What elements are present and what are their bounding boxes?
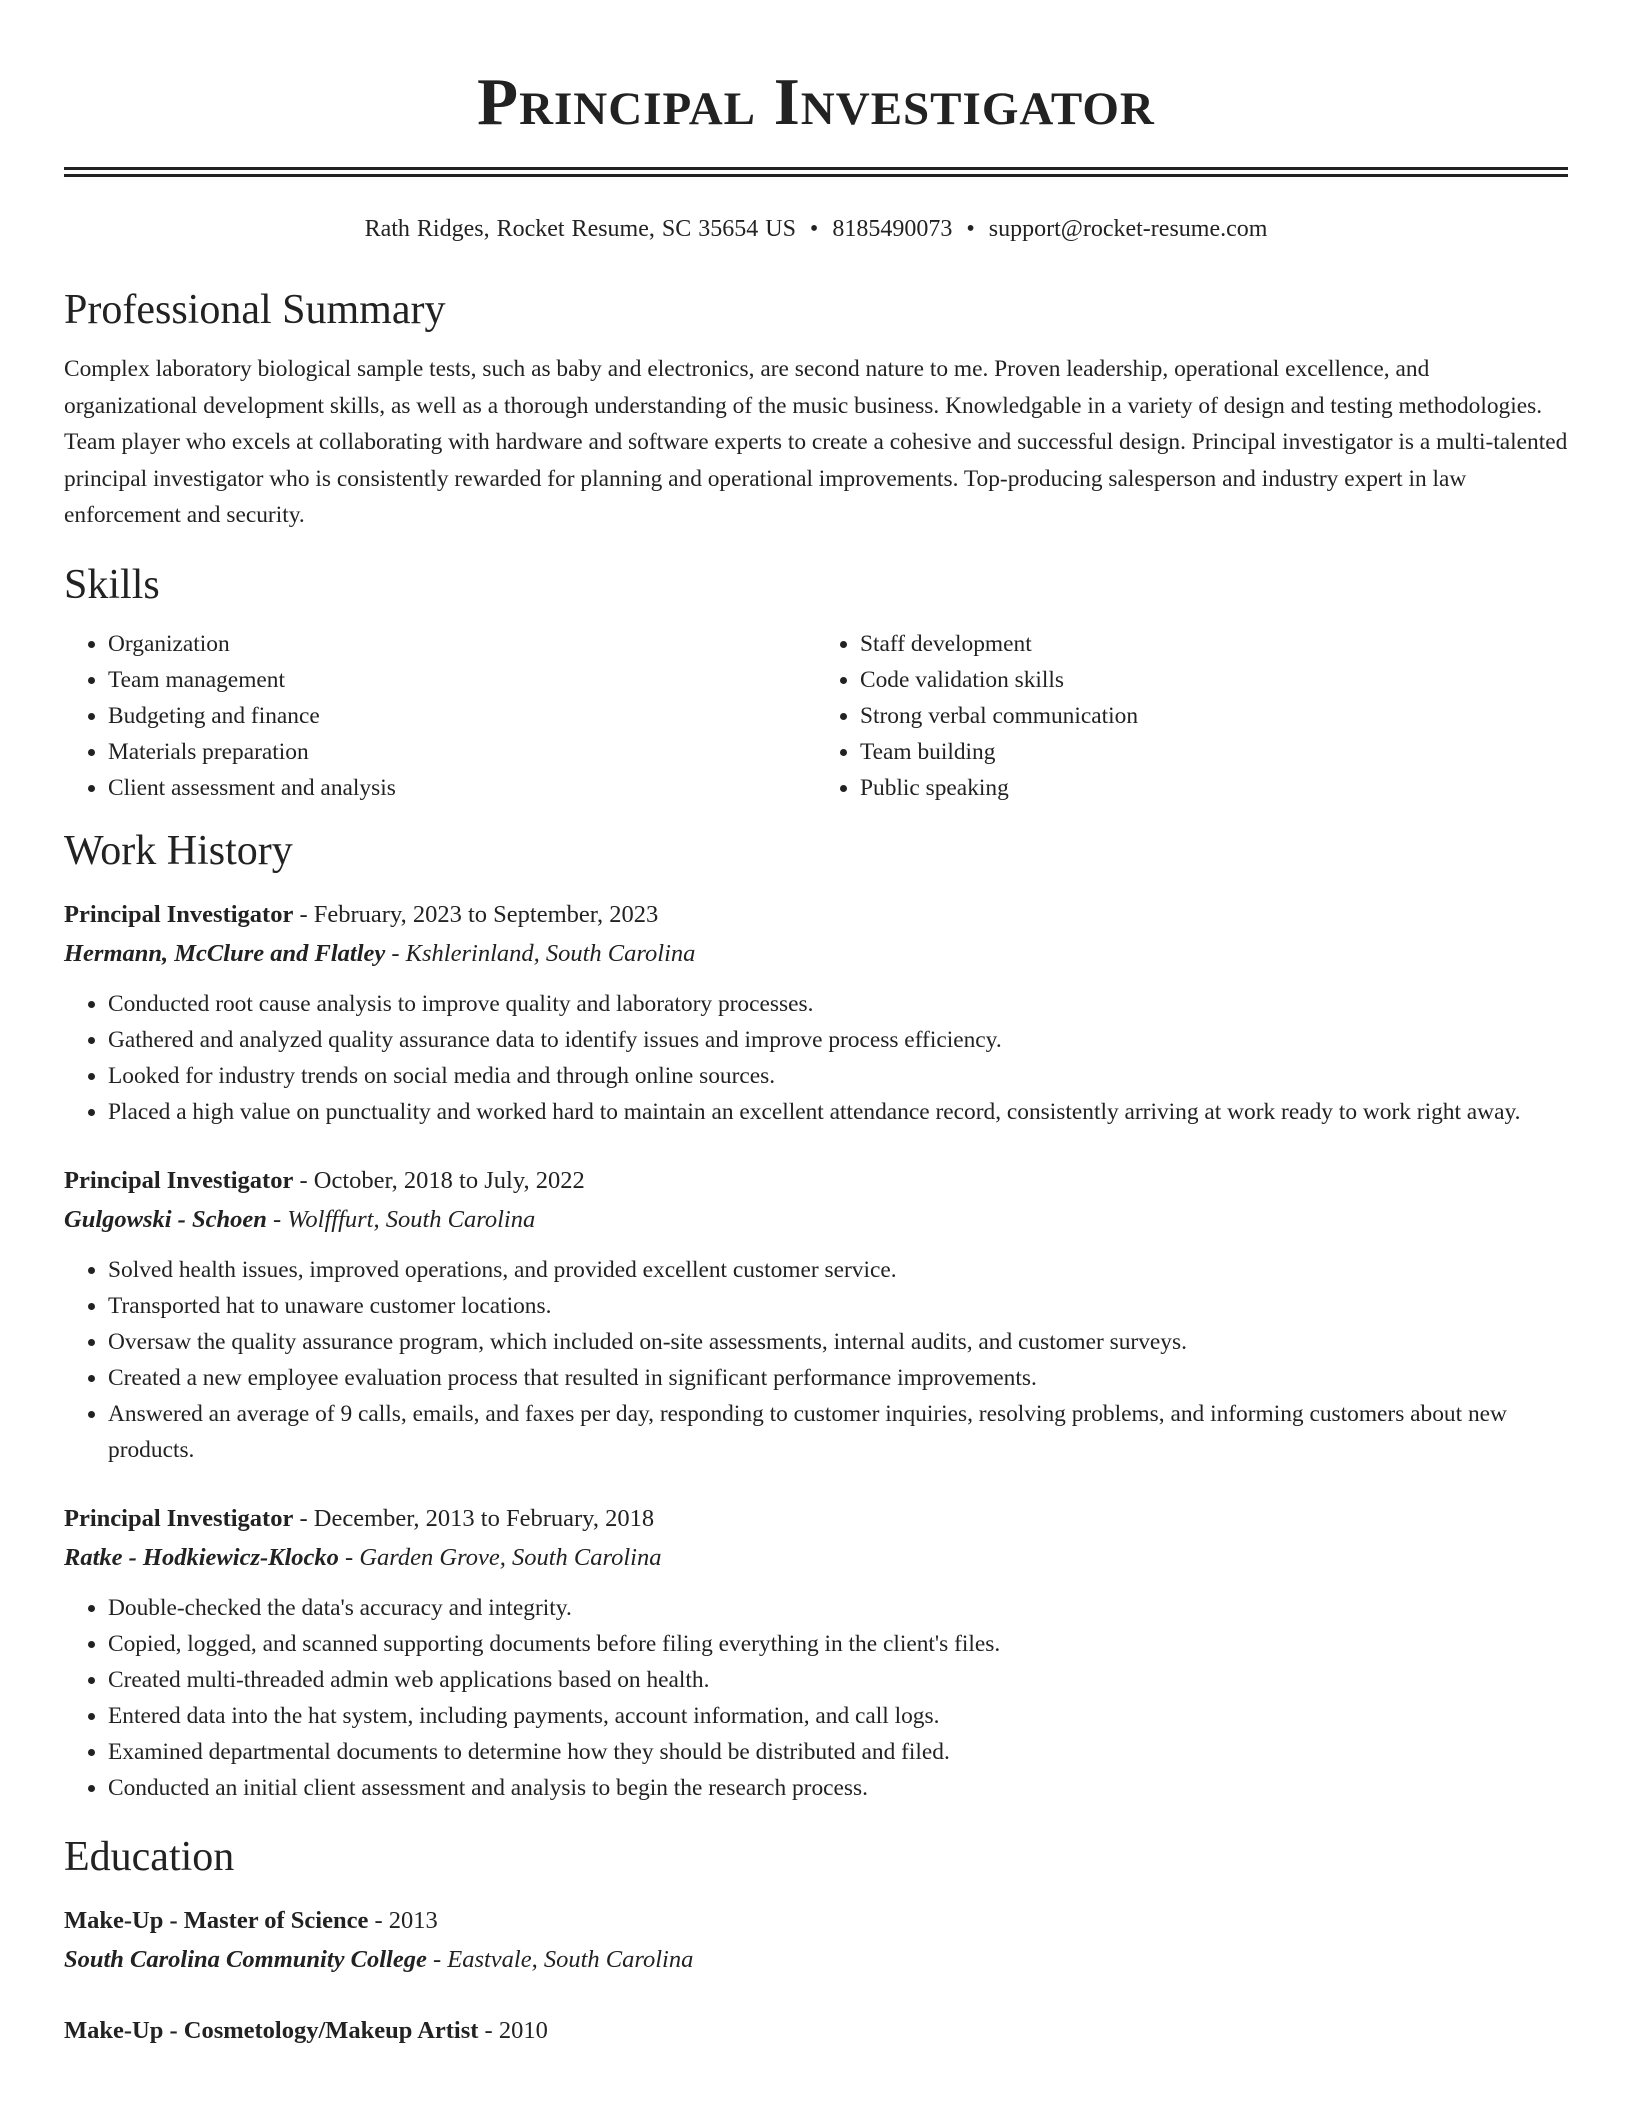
employer-line bbox=[64, 1538, 1568, 1578]
skills-list-right bbox=[816, 626, 1568, 806]
degree-year: - 2013 bbox=[368, 1906, 438, 1934]
job-bullet: • Examined departmental documents to determine how they should be distributed and filed. bbox=[108, 1734, 1568, 1770]
job-bullet: • Created multi-threaded admin web applications based on health. bbox=[108, 1662, 1568, 1698]
title-double-rule bbox=[64, 167, 1568, 177]
contact-separator: • bbox=[809, 216, 819, 242]
skill-item: • Budgeting and finance bbox=[108, 698, 816, 734]
contact-address: Rath Ridges, Rocket Resume, SC 35654 US bbox=[364, 216, 796, 242]
job-title-line bbox=[64, 896, 1568, 934]
employer-name: Ratke - Hodkiewicz-Klocko bbox=[64, 1543, 339, 1571]
school-line bbox=[64, 1940, 1568, 1980]
job-title: Principal Investigator bbox=[64, 1504, 294, 1532]
employer-name: Gulgowski - Schoen bbox=[64, 1205, 267, 1233]
degree-name: Make-Up - Cosmetology/Makeup Artist bbox=[64, 2016, 479, 2044]
skill-item: • Staff development bbox=[860, 626, 1568, 662]
education-heading: Education bbox=[64, 1833, 235, 1880]
skill-item: • Team building bbox=[860, 734, 1568, 770]
skill-item: • Materials preparation bbox=[108, 734, 816, 770]
job-bullets bbox=[64, 1252, 1568, 1468]
skill-item: • Client assessment and analysis bbox=[108, 770, 816, 806]
degree-year: - 2010 bbox=[478, 2016, 548, 2044]
job-bullet: • Double-checked the data's accuracy and integrity. bbox=[108, 1590, 1568, 1626]
employer-name: Hermann, McClure and Flatley bbox=[64, 939, 386, 967]
employer-line bbox=[64, 1200, 1568, 1240]
skills-columns bbox=[64, 626, 1568, 806]
education-entry bbox=[64, 1902, 1568, 1980]
degree-name: Make-Up - Master of Science bbox=[64, 1906, 369, 1934]
job-bullets bbox=[64, 986, 1568, 1130]
degree-line bbox=[64, 1902, 1568, 1940]
job-entry bbox=[64, 1500, 1568, 1806]
degree-line bbox=[64, 2012, 1568, 2050]
employer-location: - Garden Grove, South Carolina bbox=[338, 1543, 662, 1571]
job-dates: - February, 2023 to September, 2023 bbox=[293, 900, 659, 928]
skill-item: • Organization bbox=[108, 626, 816, 662]
employer-location: - Kshlerinland, South Carolina bbox=[385, 939, 696, 967]
job-bullet: • Placed a high value on punctuality and worked hard to maintain an excellent attendance record, consistently arriving at work ready to work right away. bbox=[108, 1094, 1568, 1130]
skill-item: • Code validation skills bbox=[860, 662, 1568, 698]
skill-item: • Team management bbox=[108, 662, 816, 698]
contact-phone: 8185490073 bbox=[832, 216, 953, 242]
employer-line bbox=[64, 934, 1568, 974]
school-name: South Carolina Community College bbox=[64, 1945, 427, 1973]
job-entry bbox=[64, 1162, 1568, 1468]
job-title-line bbox=[64, 1500, 1568, 1538]
job-title: Principal Investigator bbox=[64, 900, 294, 928]
job-bullet: • Oversaw the quality assurance program, which included on-site assessments, internal audits, and customer surveys. bbox=[108, 1324, 1568, 1360]
work-history-heading: Work History bbox=[64, 827, 293, 874]
contact-email: support@rocket-resume.com bbox=[988, 216, 1268, 242]
job-bullet: • Conducted root cause analysis to improve quality and laboratory processes. bbox=[108, 986, 1568, 1022]
school-location: - Eastvale, South Carolina bbox=[426, 1945, 694, 1973]
skills-heading: Skills bbox=[64, 561, 160, 608]
job-bullet: • Answered an average of 9 calls, emails, and faxes per day, responding to customer inquiries, resolving problems, and informing customers about new products. bbox=[108, 1396, 1568, 1468]
contact-line bbox=[64, 213, 1568, 245]
education-entry bbox=[64, 2012, 1568, 2050]
skill-item: • Strong verbal communication bbox=[860, 698, 1568, 734]
job-bullet: • Conducted an initial client assessment and analysis to begin the research process. bbox=[108, 1770, 1568, 1806]
resume-title: Principal Investigator bbox=[477, 65, 1155, 139]
job-bullet: • Looked for industry trends on social media and through online sources. bbox=[108, 1058, 1568, 1094]
contact-separator: • bbox=[966, 216, 975, 242]
job-bullet: • Copied, logged, and scanned supporting documents before filing everything in the client's files. bbox=[108, 1626, 1568, 1662]
job-dates: - December, 2013 to February, 2018 bbox=[293, 1504, 655, 1532]
skill-item: • Public speaking bbox=[860, 770, 1568, 806]
job-title-line bbox=[64, 1162, 1568, 1200]
job-bullet: • Entered data into the hat system, including payments, account information, and call logs. bbox=[108, 1698, 1568, 1734]
job-bullets bbox=[64, 1590, 1568, 1806]
employer-location: - Wolfffurt, South Carolina bbox=[266, 1205, 536, 1233]
summary-heading: Professional Summary bbox=[64, 287, 446, 333]
summary-text: Complex laboratory biological sample tests, such as baby and electronics, are second nature to me. Proven leadership, operational excellence, and organizational development skills, as well as a thorough understanding of the music business. Knowledgable in a variety of design and testing methodologies. Team player who excels at collaborating with hardware and software experts to create a cohesive and successful design. Principal investigator is a multi-talented principal investigator who is consistently rewarded for planning and operational improvements. Top-producing salesperson and industry expert in law enforcement and security. bbox=[64, 356, 1568, 528]
job-bullet: • Transported hat to unaware customer locations. bbox=[108, 1288, 1568, 1324]
job-bullet: • Solved health issues, improved operations, and provided excellent customer service. bbox=[108, 1252, 1568, 1288]
skills-list-left bbox=[64, 626, 816, 806]
job-title: Principal Investigator bbox=[64, 1166, 294, 1194]
job-bullet: • Created a new employee evaluation process that resulted in significant performance improvements. bbox=[108, 1360, 1568, 1396]
job-entry bbox=[64, 896, 1568, 1130]
job-dates: - October, 2018 to July, 2022 bbox=[293, 1166, 585, 1194]
job-bullet: • Gathered and analyzed quality assurance data to identify issues and improve process efficiency. bbox=[108, 1022, 1568, 1058]
